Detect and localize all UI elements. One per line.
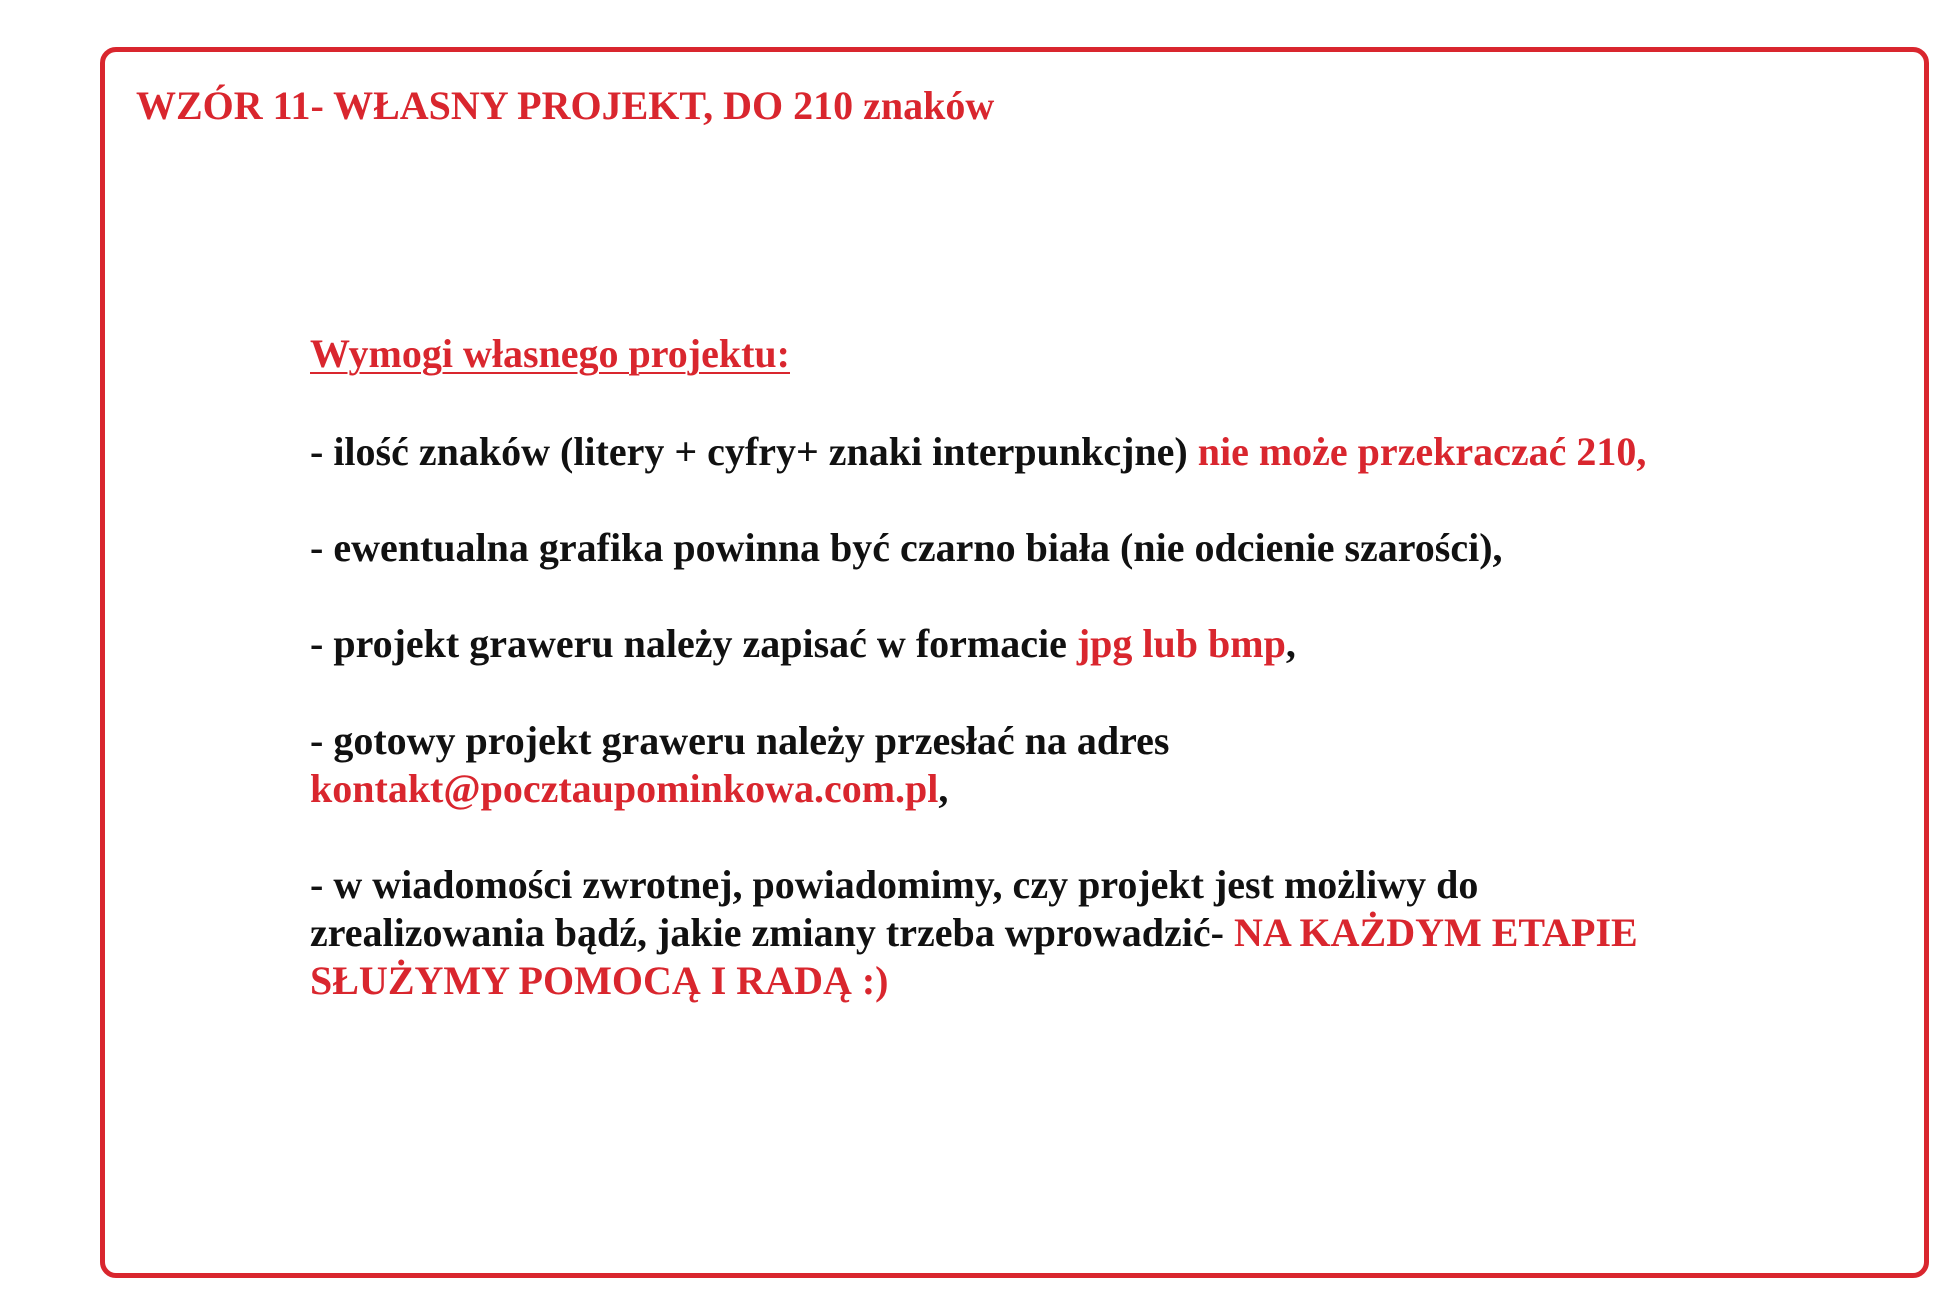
requirement-text: - ewentualna grafika powinna być czarno biała (nie odcienie szarości), bbox=[310, 525, 1503, 570]
requirement-highlight-line-3: SŁUŻYMY POMOCĄ I RADĄ :) bbox=[310, 958, 889, 1003]
requirement-item-character-limit bbox=[310, 428, 1646, 476]
requirement-item-graphics bbox=[310, 524, 1503, 572]
page-title: WZÓR 11- WŁASNY PROJEKT, DO 210 znaków bbox=[136, 83, 995, 128]
requirement-item-feedback bbox=[310, 861, 1750, 1005]
requirement-text-line-1: - w wiadomości zwrotnej, powiadomimy, czy projekt jest możliwy do bbox=[310, 862, 1479, 907]
contact-email-link[interactable]: kontakt@pocztaupominkowa.com.pl bbox=[310, 766, 939, 811]
requirements-heading: Wymogi własnego projektu: bbox=[310, 331, 790, 376]
requirement-item-send-address bbox=[310, 717, 1170, 813]
requirement-highlight: nie może przekraczać 210, bbox=[1197, 429, 1647, 474]
requirement-suffix: , bbox=[1285, 621, 1296, 666]
requirement-highlight-line-2: NA KAŻDYM ETAPIE bbox=[1233, 910, 1638, 955]
requirement-item-file-format bbox=[310, 620, 1296, 668]
requirement-text: - ilość znaków (litery + cyfry+ znaki interpunkcjne) bbox=[310, 429, 1198, 474]
requirement-suffix: , bbox=[938, 766, 949, 811]
requirement-text-line-2: zrealizowania bądź, jakie zmiany trzeba wprowadzić- bbox=[310, 910, 1234, 955]
requirement-text: - gotowy projekt graweru należy przesłać na adres bbox=[310, 718, 1170, 763]
requirement-text: - projekt graweru należy zapisać w formacie bbox=[310, 621, 1077, 666]
requirement-highlight: jpg lub bmp bbox=[1076, 621, 1286, 666]
